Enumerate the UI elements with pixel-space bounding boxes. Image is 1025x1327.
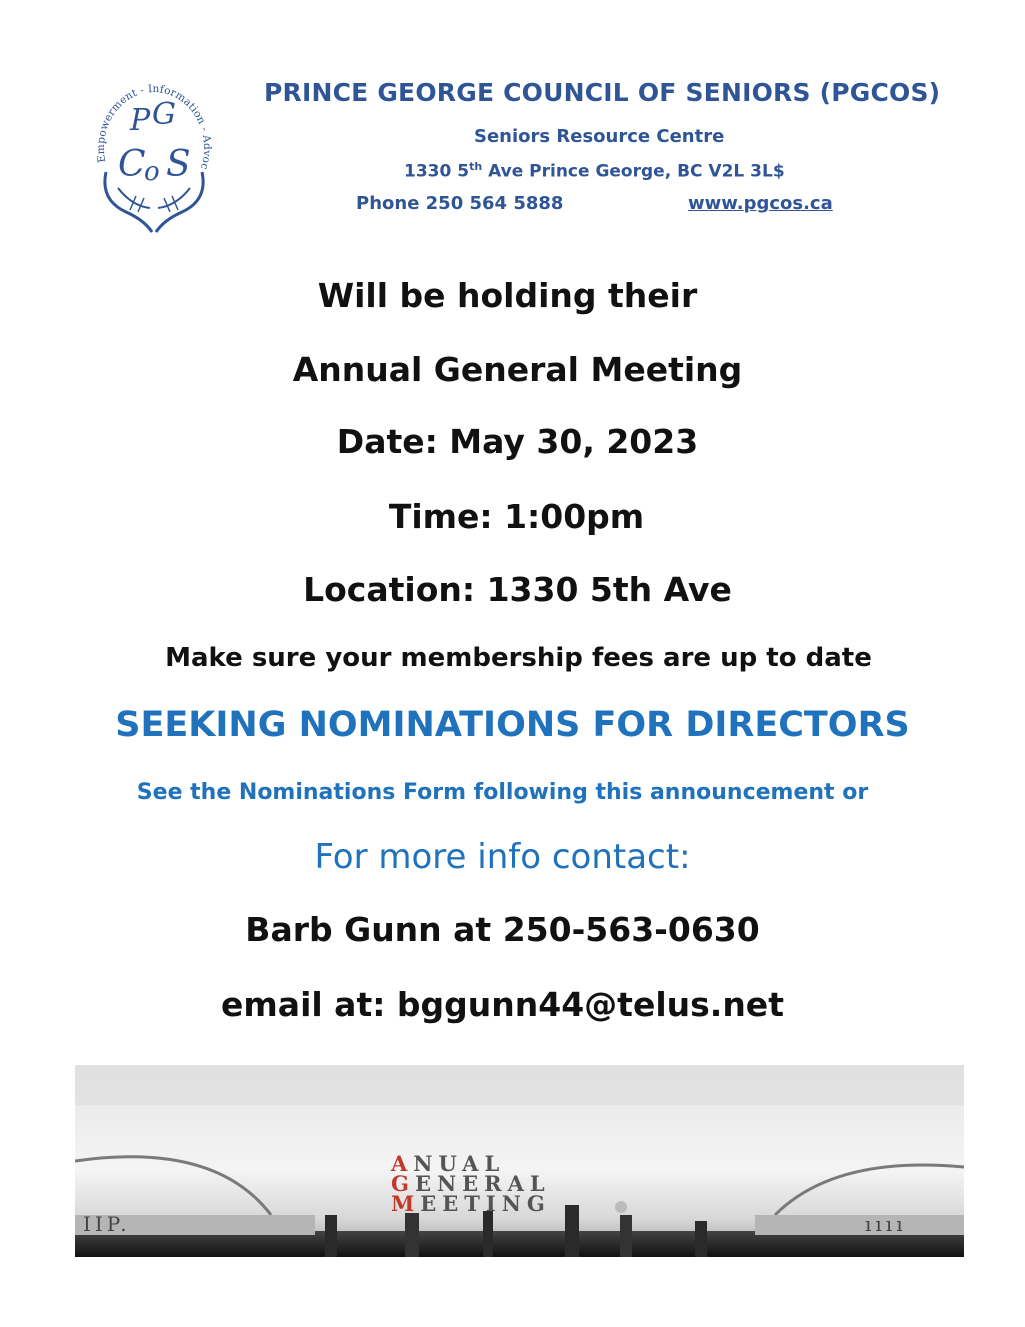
contact-email: email at: bggunn44@telus.net (221, 985, 784, 1024)
event-name: Annual General Meeting (292, 350, 743, 389)
nominations-form-note: See the Nominations Form following this announcement or (136, 780, 869, 805)
membership-reminder: Make sure your membership fees are up to date (165, 643, 872, 673)
contact-phone: Barb Gunn at 250-563-0630 (245, 910, 760, 949)
org-phone: Phone 250 564 5888 (356, 193, 564, 214)
org-subtitle: Seniors Resource Centre (474, 126, 725, 147)
svg-text:P: P (130, 103, 151, 138)
event-date: Date: May 30, 2023 (336, 422, 699, 461)
svg-text:S: S (166, 144, 191, 185)
event-time: Time: 1:00pm (388, 497, 645, 536)
banner-line-meeting: MEETING (391, 1191, 551, 1216)
more-info-label: For more info contact: (314, 837, 691, 877)
logo-arc-text: Empowerment - Information - Advoc (94, 82, 214, 172)
svg-text:o: o (144, 157, 160, 187)
banner-line-general: GENERAL (391, 1171, 551, 1196)
intro-line: Will be holding their (317, 276, 698, 315)
svg-text:C: C (118, 144, 146, 185)
svg-text:ıııı: ıııı (865, 1212, 907, 1236)
agm-typewriter-image (75, 1065, 964, 1257)
nominations-heading: SEEKING NOMINATIONS FOR DIRECTORS (115, 705, 910, 745)
svg-text:IIP.: IIP. (83, 1212, 131, 1236)
banner-line-anual: ANUAL (391, 1151, 506, 1176)
event-location: Location: 1330 5th Ave (303, 570, 732, 609)
org-website-link[interactable]: www.pgcos.ca (688, 193, 833, 214)
svg-text:G: G (152, 97, 176, 132)
org-title: PRINCE GEORGE COUNCIL OF SENIORS (PGCOS) (264, 78, 941, 107)
pgcos-logo (88, 72, 220, 236)
org-address: 1330 5th Ave Prince George, BC V2L 3L$ (404, 160, 785, 182)
